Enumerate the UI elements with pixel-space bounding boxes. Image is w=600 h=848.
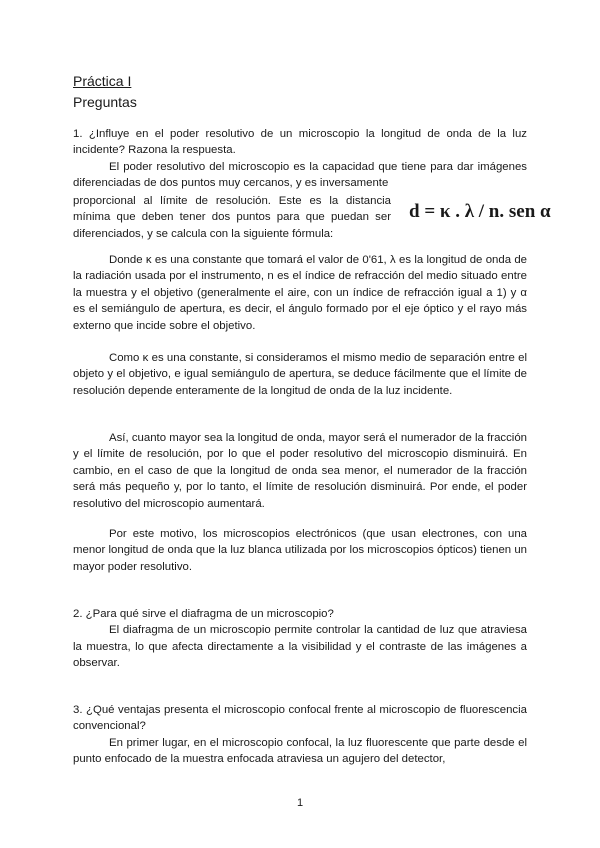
question-3-answer: En primer lugar, en el microscopio confocal, la luz fluorescente que parte desde el punto enfocado de la muestra enfocada atraviesa un agujero del detector, (73, 736, 527, 766)
page-number: 1 (296, 797, 304, 809)
page-title: Práctica I (73, 73, 132, 89)
question-2-text: 2. ¿Para qué sirve el diafragma de un microscopio? (73, 608, 334, 620)
question-1-paragraph-2 (73, 252, 527, 334)
question-1-text: 1. ¿Influye en el poder resolutivo de un microscopio la longitud de onda de la luz incidente? Razona la respuesta. (73, 128, 527, 157)
paragraph-text: Por este motivo, los microscopios electrónicos (que usan electrones, con una menor longitud de onda que la luz blanca utilizada por los microscopios ópticos) tienen un mayor poder resolutivo. (73, 528, 527, 573)
question-1-paragraph-4 (73, 430, 527, 512)
question-1-block (73, 126, 527, 192)
question-1-intro: El poder resolutivo del microscopio es la capacidad que tiene para dar imágenes diferenciadas de dos puntos muy cercanos, y es inversamente (73, 160, 527, 190)
paragraph-text: Así, cuanto mayor sea la longitud de onda, mayor será el numerador de la fracción y el límite de resolución, por lo que el poder resolutivo del microscopio disminuirá. En cambio, en el caso de que la longitud de onda sea menor, el numerador de la fracción será más pequeño y, por lo tanto, el límite de resolución disminuirá. Por ende, el poder resolutivo del microscopio aumentará. (73, 432, 527, 510)
question-3-block (73, 702, 527, 768)
formula-lead-text: proporcional al límite de resolución. Este es la distancia mínima que deben tener dos puntos para que puedan ser diferenciados, y se calcula con la siguiente fórmula: (73, 195, 391, 240)
question-1-paragraph-3 (73, 350, 527, 399)
question-2-block (73, 606, 527, 672)
page-subtitle: Preguntas (73, 94, 137, 110)
question-2-answer: El diafragma de un microscopio permite controlar la cantidad de luz que atraviesa la muestra, lo que afecta directamente a la visibilidad y el contraste de las imágenes a observar. (73, 624, 527, 670)
question-3-text: 3. ¿Qué ventajas presenta el microscopio confocal frente al microscopio de fluorescencia convencional? (73, 704, 527, 733)
question-1-paragraph-5 (73, 526, 527, 575)
paragraph-text: Como κ es una constante, si consideramos el mismo medio de separación entre el objeto y el objetivo, e igual semiángulo de apertura, se deduce fácilmente que el límite de resolución depende enteramente de la longitud de onda de la luz incidente. (73, 352, 527, 397)
resolution-formula: d = κ . λ / n. sen α (409, 201, 551, 222)
paragraph-text: Donde κ es una constante que tomará el valor de 0'61, λ es la longitud de onda de la radiación usada por el instrumento, n es el índice de refracción del medio situado entre la muestra y el objetivo (generalmente el aire, con un índice de refracción igual a 1) y α es el semiángulo de apertura, es decir, el ángulo formado por el eje óptico y el rayo más externo que incide sobre el objetivo. (73, 254, 527, 332)
formula-section (73, 193, 551, 242)
